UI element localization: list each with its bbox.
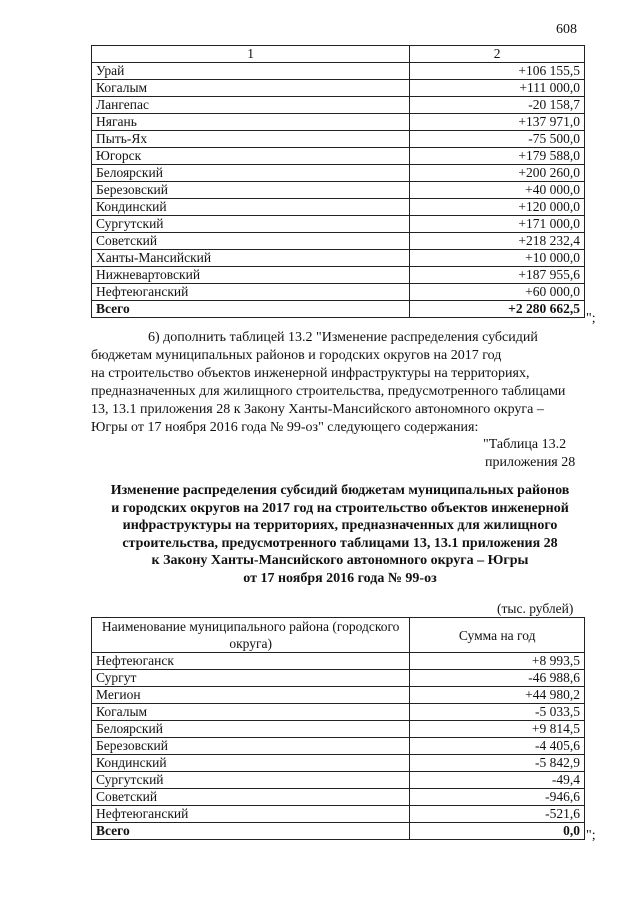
amount-value: +106 155,5 xyxy=(410,63,585,80)
table-header-row xyxy=(92,46,585,63)
municipality-name: Сургут xyxy=(92,670,410,687)
table-row xyxy=(92,806,585,823)
table-row xyxy=(92,80,585,97)
title-line: Изменение распределения субсидий бюджетам муниципальных районов xyxy=(110,483,570,498)
amount-value: -5 842,9 xyxy=(410,755,585,772)
amount-value: +60 000,0 xyxy=(410,284,585,301)
amount-value: -46 988,6 xyxy=(410,670,585,687)
table-row xyxy=(92,738,585,755)
municipality-name: Когалым xyxy=(92,80,410,97)
amount-value: +44 980,2 xyxy=(410,687,585,704)
amendment-paragraph xyxy=(91,329,585,437)
table-row xyxy=(92,687,585,704)
table-row xyxy=(92,199,585,216)
municipality-name: Сургутский xyxy=(92,772,410,789)
municipality-name: Нягань xyxy=(92,114,410,131)
table-row xyxy=(92,789,585,806)
municipality-name: Ханты-Мансийский xyxy=(92,250,410,267)
units-label: (тыс. рублей) xyxy=(497,601,574,616)
municipality-name: Пыть-Ях xyxy=(92,131,410,148)
municipality-name: Мегион xyxy=(92,687,410,704)
amount-value: -4 405,6 xyxy=(410,738,585,755)
amount-value: +111 000,0 xyxy=(410,80,585,97)
amount-value: -49,4 xyxy=(410,772,585,789)
amount-value: -5 033,5 xyxy=(410,704,585,721)
table2-closing-quote: "; xyxy=(586,828,596,843)
table-row xyxy=(92,131,585,148)
total-label: Всего xyxy=(92,823,410,840)
table-row xyxy=(92,755,585,772)
municipality-name: Лангепас xyxy=(92,97,410,114)
amount-value: -20 158,7 xyxy=(410,97,585,114)
municipality-name: Березовский xyxy=(92,738,410,755)
amount-value: +9 814,5 xyxy=(410,721,585,738)
municipality-name: Березовский xyxy=(92,182,410,199)
amount-value: +8 993,5 xyxy=(410,653,585,670)
table-row xyxy=(92,165,585,182)
municipality-name: Сургутский xyxy=(92,216,410,233)
table-row xyxy=(92,114,585,131)
municipality-name: Югорск xyxy=(92,148,410,165)
table-row xyxy=(92,284,585,301)
amount-value: +187 955,6 xyxy=(410,267,585,284)
table-ref-line1: "Таблица 13.2 xyxy=(483,437,567,452)
amount-value: +120 000,0 xyxy=(410,199,585,216)
municipality-name: Нижневартовский xyxy=(92,267,410,284)
paragraph-line: 6) дополнить таблицей 13.2 "Изменение распределения субсидий xyxy=(148,330,538,345)
amount-value: +10 000,0 xyxy=(410,250,585,267)
municipality-name: Кондинский xyxy=(92,755,410,772)
municipality-name: Белоярский xyxy=(92,165,410,182)
table1-closing-quote: "; xyxy=(586,311,596,326)
table-ref-line2: приложения 28 xyxy=(485,455,576,470)
municipality-name: Когалым xyxy=(92,704,410,721)
column-number-2: 2 xyxy=(410,46,585,63)
table-row xyxy=(92,97,585,114)
total-row xyxy=(92,301,585,318)
page-number: 608 xyxy=(556,22,577,37)
amount-value: +137 971,0 xyxy=(410,114,585,131)
header-annual-sum: Сумма на год xyxy=(410,618,585,653)
paragraph-line: на строительство объектов инженерной инфраструктуры на территориях, xyxy=(91,366,530,381)
municipality-name: Советский xyxy=(92,233,410,250)
subsidy-change-table xyxy=(91,617,585,840)
table-row xyxy=(92,267,585,284)
subsidy-table-continuation xyxy=(91,45,585,318)
table-header-row xyxy=(92,618,585,653)
municipality-name: Нефтеюганский xyxy=(92,806,410,823)
total-row xyxy=(92,823,585,840)
paragraph-line: Югры от 17 ноября 2016 года № 99-оз" следующего содержания: xyxy=(91,420,479,435)
municipality-name: Урай xyxy=(92,63,410,80)
paragraph-line: предназначенных для жилищного строительства, предусмотренного таблицами xyxy=(91,384,566,399)
table-row xyxy=(92,182,585,199)
municipality-name: Советский xyxy=(92,789,410,806)
amount-value: +40 000,0 xyxy=(410,182,585,199)
amount-value: +218 232,4 xyxy=(410,233,585,250)
header-municipality: Наименование муниципального района (городского округа) xyxy=(92,618,410,653)
amount-value: -75 500,0 xyxy=(410,131,585,148)
title-line: от 17 ноября 2016 года № 99-оз xyxy=(243,570,437,586)
municipality-name: Кондинский xyxy=(92,199,410,216)
table-title xyxy=(70,482,610,587)
table-row xyxy=(92,670,585,687)
amount-value: -521,6 xyxy=(410,806,585,823)
municipality-name: Нефтеюганск xyxy=(92,653,410,670)
total-value: +2 280 662,5 xyxy=(410,301,585,318)
paragraph-line: бюджетам муниципальных районов и городских округов на 2017 год xyxy=(91,348,502,363)
amount-value: +200 260,0 xyxy=(410,165,585,182)
paragraph-line: 13, 13.1 приложения 28 к Закону Ханты-Мансийского автономного округа – xyxy=(91,402,544,417)
table-row xyxy=(92,148,585,165)
title-line: строительства, предусмотренного таблицами 13, 13.1 приложения 28 xyxy=(122,535,558,551)
amount-value: +179 588,0 xyxy=(410,148,585,165)
table-row xyxy=(92,233,585,250)
title-line: к Закону Ханты-Мансийского автономного округа – Югры xyxy=(151,553,529,568)
amount-value: -946,6 xyxy=(410,789,585,806)
table-row xyxy=(92,216,585,233)
municipality-name: Белоярский xyxy=(92,721,410,738)
municipality-name: Нефтеюганский xyxy=(92,284,410,301)
amount-value: +171 000,0 xyxy=(410,216,585,233)
title-line: инфраструктуры на территориях, предназначенных для жилищного xyxy=(122,518,558,533)
table-row xyxy=(92,63,585,80)
table-row xyxy=(92,250,585,267)
table-row xyxy=(92,721,585,738)
table-row xyxy=(92,653,585,670)
title-line: и городских округов на 2017 год на строительство объектов инженерной xyxy=(111,500,569,516)
table-row xyxy=(92,772,585,789)
column-number-1: 1 xyxy=(92,46,410,63)
total-value: 0,0 xyxy=(410,823,585,840)
total-label: Всего xyxy=(92,301,410,318)
table-row xyxy=(92,704,585,721)
